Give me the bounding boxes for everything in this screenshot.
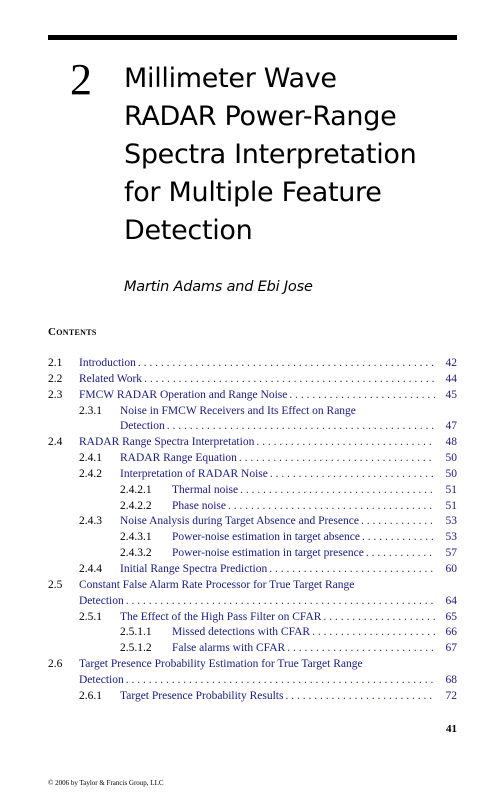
toc-entry-page[interactable]: 53	[445, 531, 457, 544]
toc-entry-number: 2.1	[48, 357, 63, 369]
toc-entry[interactable]	[48, 530, 457, 546]
toc-entry-title[interactable]: Missed detections with CFAR	[172, 626, 311, 639]
toc-entry-title[interactable]: Noise in FMCW Receivers and Its Effect on Range	[120, 404, 356, 417]
toc-entry-title[interactable]: Constant False Alarm Rate Processor for True Target Range	[79, 578, 355, 591]
toc-entry-page[interactable]: 64	[445, 594, 457, 607]
toc-entry[interactable]	[48, 388, 457, 404]
toc-entry-title[interactable]: Power-noise estimation in target absence	[172, 531, 360, 544]
toc-entry-page[interactable]: 68	[445, 673, 457, 686]
toc-entry-title[interactable]: Thermal noise	[172, 483, 239, 496]
toc-entry-page[interactable]: 65	[445, 610, 457, 623]
chapter-title-line: for Multiple Feature	[124, 177, 382, 208]
toc-entry[interactable]	[48, 467, 457, 483]
toc-entry-title[interactable]: Detection	[120, 420, 165, 433]
table-of-contents	[48, 356, 457, 705]
toc-entry-continuation[interactable]	[48, 673, 457, 689]
toc-entry-number: 2.6	[48, 658, 63, 671]
toc-entry-title[interactable]: Interpretation of RADAR Noise	[120, 467, 268, 480]
toc-entry[interactable]	[48, 641, 457, 657]
toc-entry-number: 2.5.1	[79, 610, 102, 623]
toc-entry[interactable]	[48, 499, 457, 515]
toc-entry-title[interactable]: Introduction	[79, 357, 136, 369]
chapter-authors: Martin Adams and Ebi Jose	[124, 279, 313, 295]
toc-entry[interactable]	[48, 435, 457, 451]
toc-entry-title[interactable]: Detection	[79, 673, 124, 686]
toc-entry-title[interactable]: RADAR Range Equation	[120, 452, 237, 465]
toc-entry[interactable]	[48, 372, 457, 388]
chapter-title-line: Millimeter Wave	[124, 63, 337, 94]
toc-entry-number: 2.5.1.1	[120, 626, 152, 639]
toc-entry-title[interactable]: RADAR Range Spectra Interpretation	[79, 436, 255, 449]
toc-entry[interactable]	[48, 625, 457, 641]
toc-entry-number: 2.4.3	[79, 515, 102, 528]
toc-entry-page[interactable]: 45	[445, 388, 457, 401]
toc-entry-number: 2.5	[48, 578, 63, 591]
toc-entry-number: 2.4.1	[79, 452, 102, 465]
toc-entry-page[interactable]: 51	[445, 483, 457, 496]
toc-entry-page[interactable]: 50	[445, 452, 457, 465]
toc-entry[interactable]	[48, 657, 457, 673]
toc-entry-page[interactable]: 57	[445, 547, 457, 560]
toc-entry-number: 2.4.2	[79, 467, 102, 480]
chapter-title-line: RADAR Power-Range	[124, 101, 397, 132]
toc-entry[interactable]	[48, 483, 457, 499]
toc-entry-number: 2.4.4	[79, 562, 102, 575]
toc-entry-title[interactable]: Initial Range Spectra Prediction	[120, 562, 268, 575]
toc-entry-number: 2.4	[48, 436, 63, 449]
chapter-title-line: Spectra Interpretation	[124, 139, 417, 170]
toc-entry-number: 2.4.2.1	[120, 483, 152, 496]
toc-entry-title[interactable]: False alarms with CFAR	[172, 642, 286, 655]
toc-entry[interactable]	[48, 562, 457, 578]
chapter-title-line: Detection	[124, 215, 253, 246]
toc-entry-title[interactable]: The Effect of the High Pass Filter on CFAR	[120, 610, 322, 623]
toc-entry[interactable]	[48, 610, 457, 626]
toc-entry-title[interactable]: Target Presence Probability Estimation for True Target Range	[79, 658, 363, 671]
toc-entry-page[interactable]: 66	[445, 626, 457, 639]
toc-entry-page[interactable]: 50	[445, 467, 457, 480]
contents-heading: Contents	[48, 326, 97, 338]
toc-entry-number: 2.3	[48, 388, 63, 401]
toc-entry[interactable]	[48, 404, 457, 420]
toc-entry[interactable]	[48, 451, 457, 467]
toc-entry-page[interactable]: 67	[445, 642, 457, 655]
toc-entry-page[interactable]: 53	[445, 515, 457, 528]
toc-entry-title[interactable]: Target Presence Probability Results	[120, 689, 284, 702]
toc-entry-title[interactable]: Phase noise	[172, 499, 226, 512]
toc-entry-page[interactable]: 51	[445, 499, 457, 512]
toc-entry-title[interactable]: Power-noise estimation in target presence	[172, 547, 364, 560]
toc-entry-page[interactable]: 42	[445, 357, 457, 369]
toc-entry-page[interactable]: 48	[445, 436, 457, 449]
toc-entry-page[interactable]: 60	[445, 562, 457, 575]
toc-entry-title[interactable]: FMCW RADAR Operation and Range Noise	[79, 388, 288, 401]
header-rule	[48, 35, 457, 40]
toc-entry[interactable]	[48, 689, 457, 705]
toc-entry-page[interactable]: 72	[445, 689, 457, 702]
chapter-title	[124, 60, 464, 250]
toc-entry-title[interactable]: Detection	[79, 594, 124, 607]
toc-entry-continuation[interactable]	[48, 594, 457, 610]
toc-entry-number: 2.2	[48, 372, 63, 385]
toc-entry-number: 2.6.1	[79, 689, 102, 702]
toc-entry[interactable]	[48, 546, 457, 562]
toc-entry-number: 2.4.3.2	[120, 547, 152, 560]
toc-entry-number: 2.4.2.2	[120, 499, 152, 512]
toc-entry-number: 2.3.1	[79, 404, 102, 417]
toc-entry-title[interactable]: Related Work	[79, 372, 143, 385]
toc-entry-page[interactable]: 44	[445, 372, 457, 385]
toc-entry-continuation[interactable]	[48, 419, 457, 435]
chapter-number: 2	[70, 55, 92, 104]
toc-entry-number: 2.5.1.2	[120, 642, 152, 655]
toc-entry-number: 2.4.3.1	[120, 531, 152, 544]
toc-entry-page[interactable]: 47	[445, 420, 457, 433]
toc-entry[interactable]	[48, 514, 457, 530]
toc-entry[interactable]	[48, 356, 457, 372]
copyright-notice: © 2006 by Taylor & Francis Group, LLC	[48, 779, 164, 787]
toc-entry-title[interactable]: Noise Analysis during Target Absence and Presence	[120, 515, 359, 528]
toc-entry[interactable]	[48, 578, 457, 594]
page-number: 41	[446, 723, 457, 735]
